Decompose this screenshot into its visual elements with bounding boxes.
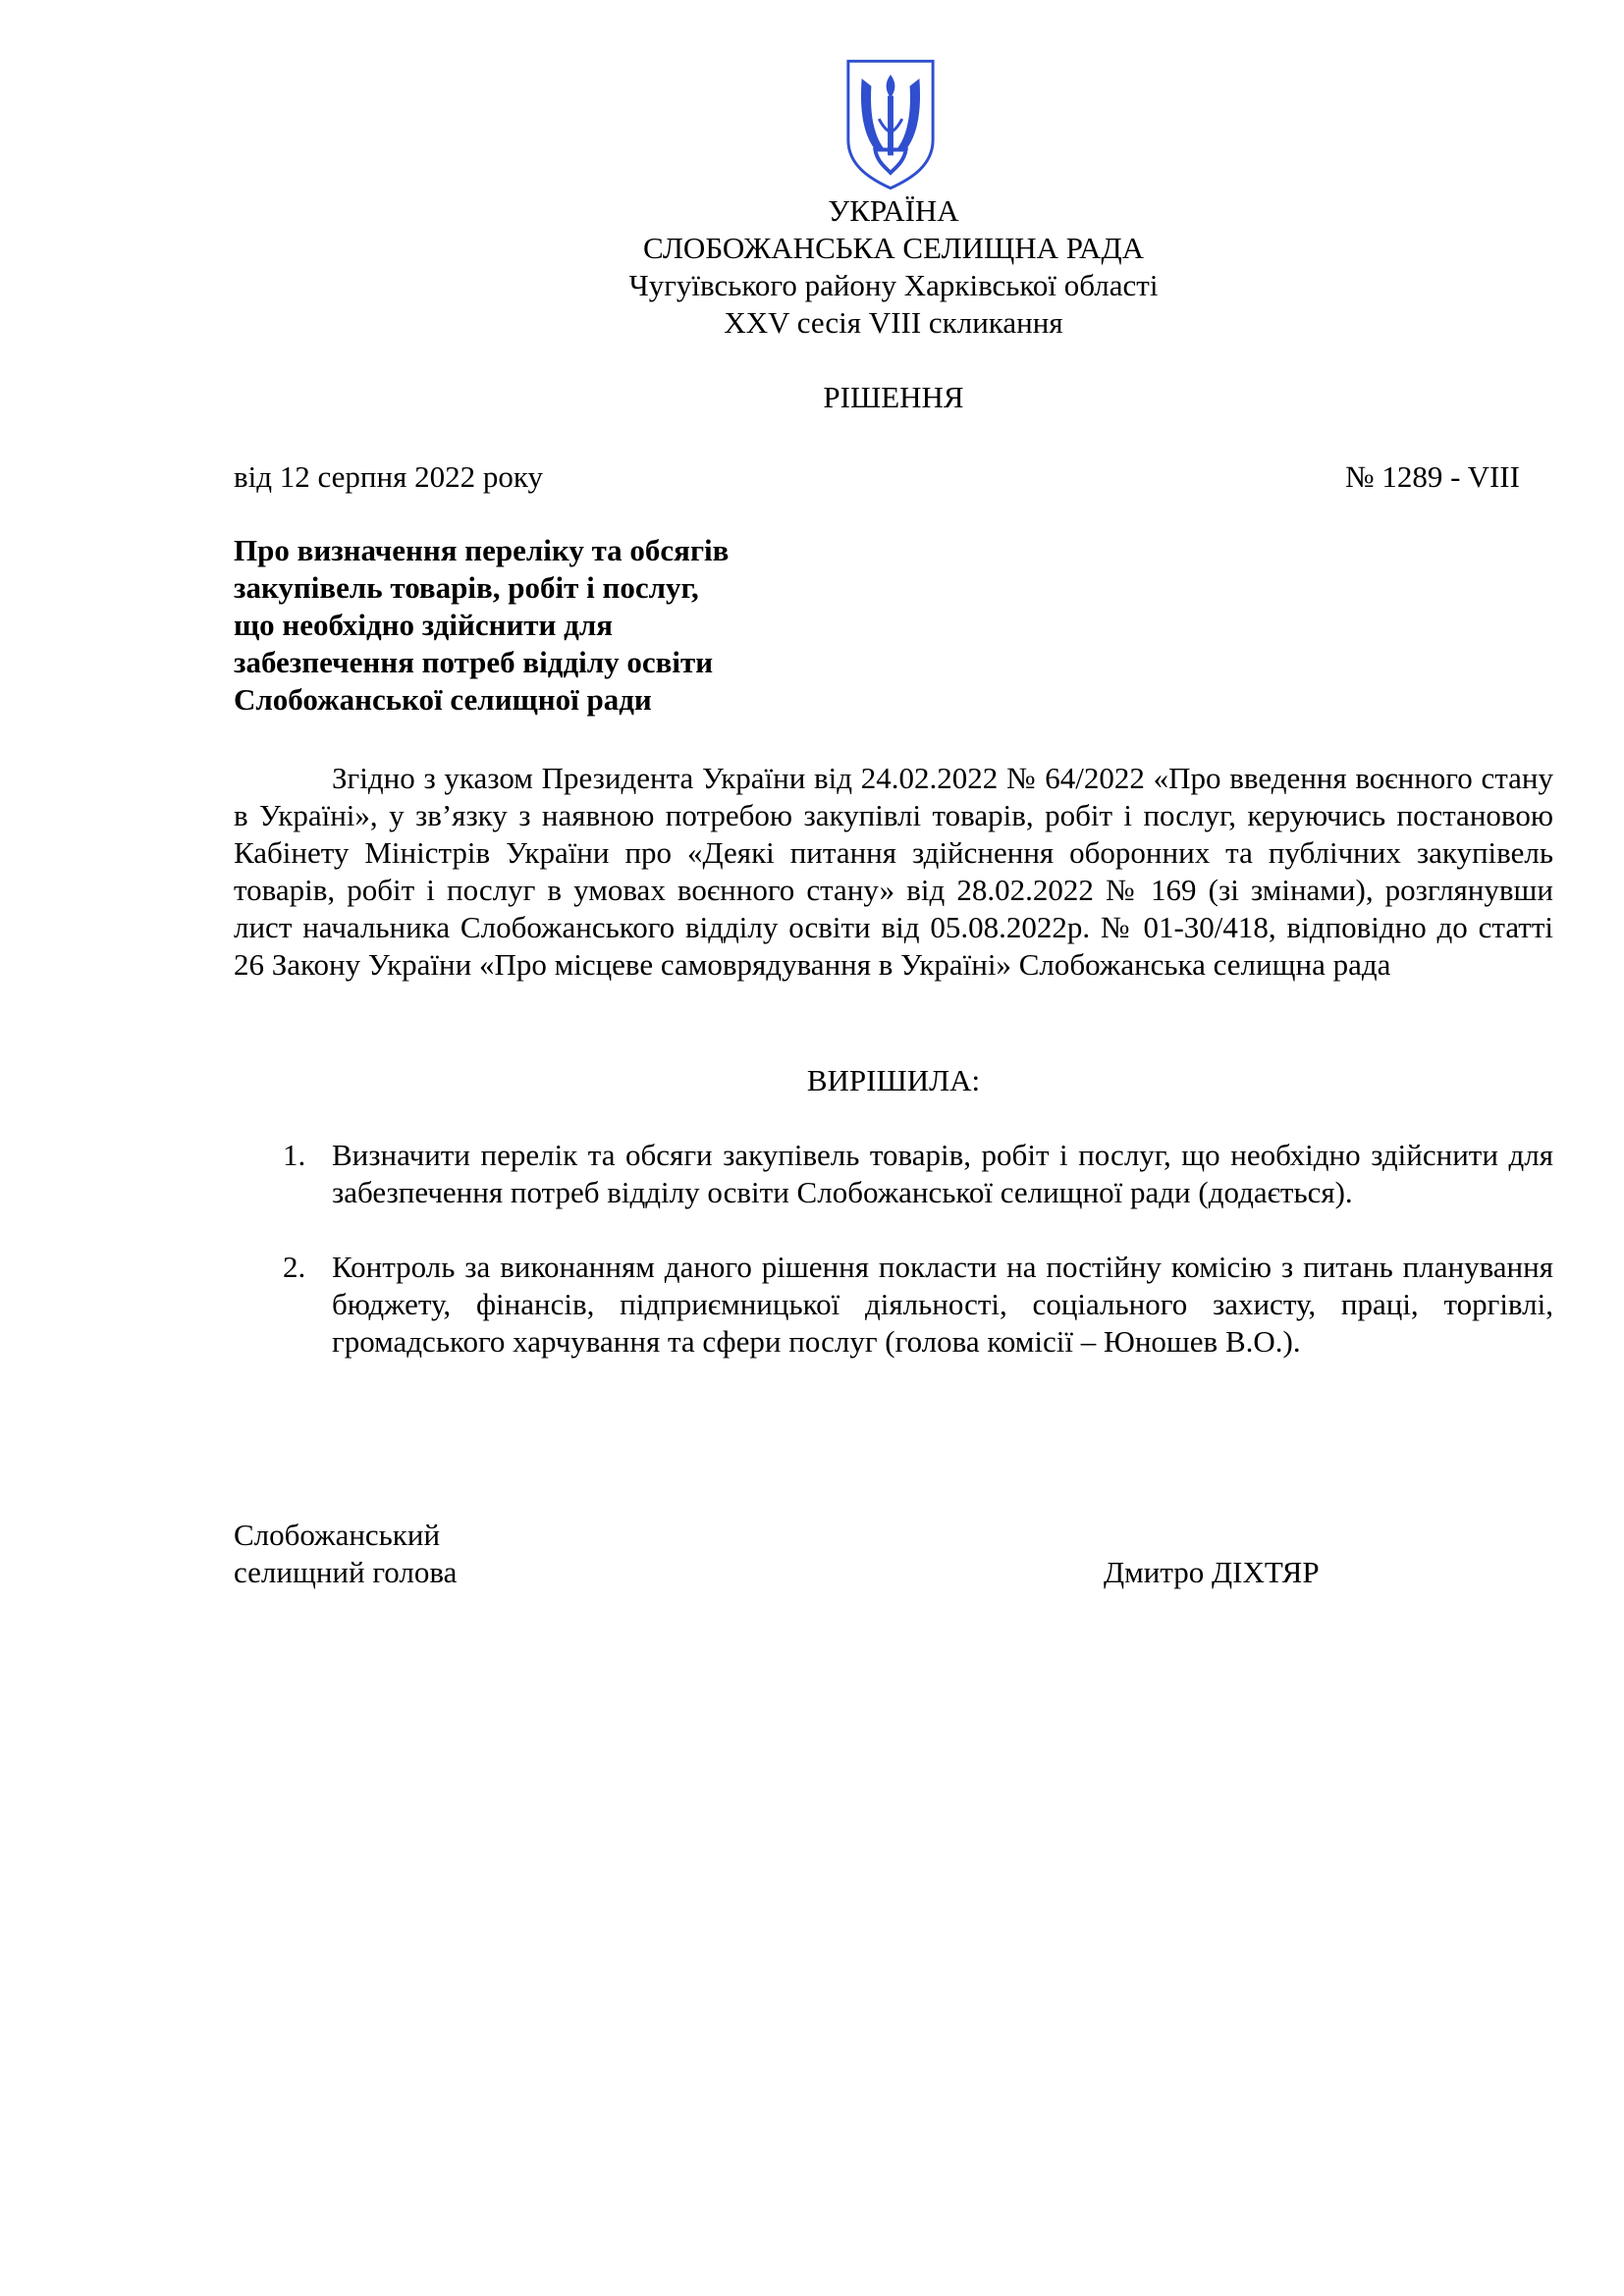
signatory-name: Дмитро ДІХТЯР xyxy=(1104,1555,1320,1589)
item-number: 2. xyxy=(283,1250,306,1284)
signatory-title xyxy=(234,1517,457,1591)
subject-line: забезпечення потреб відділу освіти xyxy=(234,645,714,679)
item-number: 1. xyxy=(283,1138,306,1172)
header-council: СЛОБОЖАНСЬКА СЕЛИЩНА РАДА xyxy=(643,231,1144,265)
resolution-item xyxy=(234,1137,1553,1211)
subject-line: що необхідно здійснити для xyxy=(234,608,613,642)
item-text: Контроль за виконанням даного рішення покласти на постійну комісію з питань планування бюджету, фінансів, підприємницької діяльності, соціального захисту, праці, торгівлі, громадського харчування та сфери послуг (голова комісії – Юношев В.О.). xyxy=(332,1250,1553,1359)
decision-date: від 12 серпня 2022 року xyxy=(234,459,543,494)
decision-subject xyxy=(234,532,842,719)
resolution-items xyxy=(234,1137,1553,1398)
signatory-title-line: селищний голова xyxy=(234,1555,458,1589)
item-text: Визначити перелік та обсяги закупівель товарів, робіт і послуг, що необхідно здійснити для забезпечення потреб відділу освіти Слобожанської селищної ради (додається). xyxy=(332,1138,1553,1209)
decision-number: № 1289 - VIII xyxy=(1345,459,1520,494)
header-country: УКРАЇНА xyxy=(828,193,959,228)
signatory-title-line: Слобожанський xyxy=(234,1518,441,1552)
trident-emblem-icon xyxy=(842,57,939,192)
preamble-paragraph: Згідно з указом Президента України від 24.02.2022 № 64/2022 «Про введення воєнного стану в Україні», у зв’язку з наявною потребою закупівлі товарів, робіт і послуг, керуючись постановою Кабінету Міністрів України про «Деякі питання здійснення оборонних та публічних закупівель товарів, робіт і послуг в умовах воєнного стану» від 28.02.2022 № 169 (зі змінами), розглянувши лист начальника Слобожанського відділу освіти від 05.08.2022р. № 01-30/418, відповідно до статті 26 Закону України «Про місцеве самоврядування в Україні» Слобожанська селищна рада xyxy=(234,761,1553,982)
resolution-item xyxy=(234,1249,1553,1361)
subject-line: закупівель товарів, робіт і послуг, xyxy=(234,570,699,605)
header-district: Чугуївського району Харківської області xyxy=(628,268,1159,302)
document-type-title: РІШЕННЯ xyxy=(823,380,964,414)
subject-line: Слобожанської селищної ради xyxy=(234,682,652,717)
subject-line: Про визначення переліку та обсягів xyxy=(234,533,730,567)
resolved-heading: ВИРІШИЛА: xyxy=(806,1063,981,1097)
header-session: XXV сесія VIII скликання xyxy=(724,305,1063,340)
